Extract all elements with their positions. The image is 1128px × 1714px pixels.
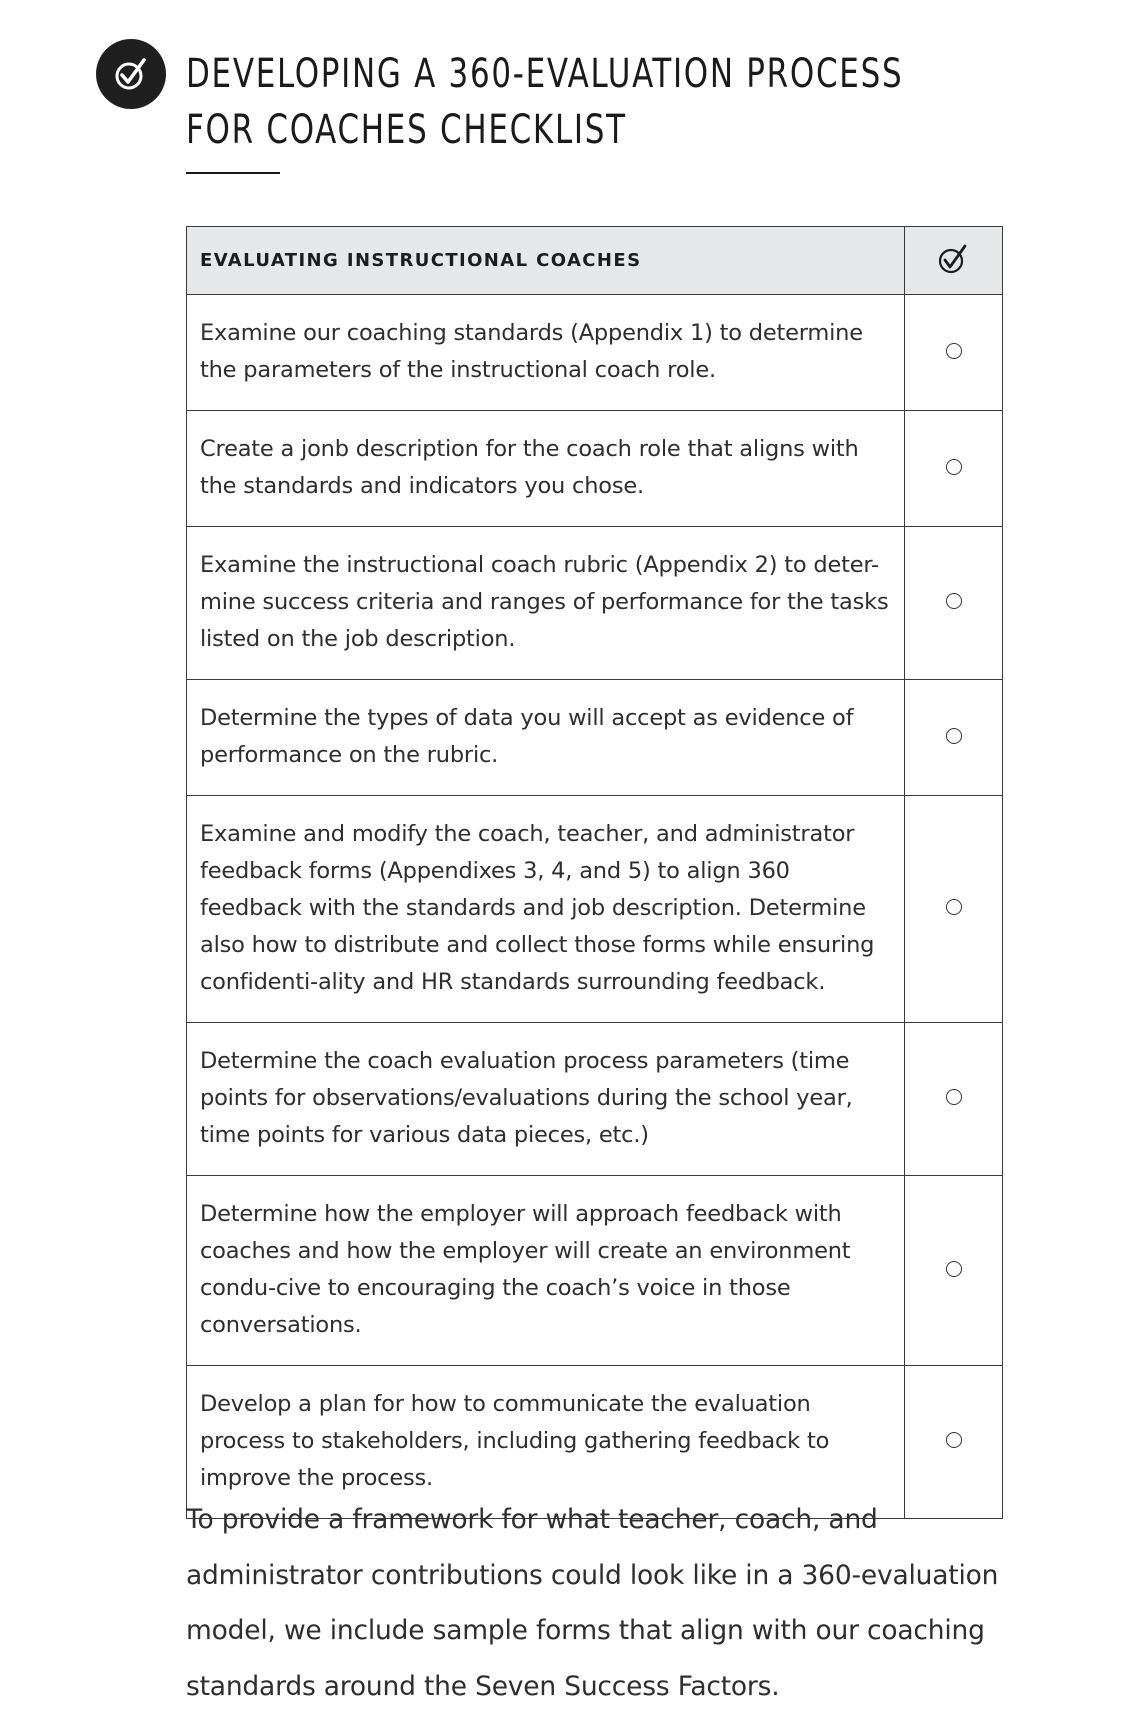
table-row bbox=[187, 411, 1003, 527]
table-row bbox=[187, 1176, 1003, 1366]
task-text: Determine the types of data you will accept as evidence of performance on the rubric. bbox=[187, 680, 905, 796]
table-row bbox=[187, 1023, 1003, 1176]
task-text: Determine how the employer will approach feedback with coaches and how the employer will create an environment condu-cive to encouraging the coach’s voice in those conversations. bbox=[187, 1176, 905, 1366]
header-check-column bbox=[905, 227, 1003, 295]
title-underline bbox=[186, 172, 280, 174]
page-title: DEVELOPING A 360-EVALUATION PROCESS FOR COACHES CHECKLIST bbox=[186, 51, 904, 153]
checklist-badge-icon bbox=[96, 39, 166, 109]
task-text: Examine and modify the coach, teacher, and administrator feedback forms (Appendixes 3, 4, and 5) to align 360 feedback with the standards and job description. Determine also how to distribute and collect those forms while ensuring confidenti-ality and HR standards surrounding feedback. bbox=[187, 796, 905, 1023]
checkbox-circle-icon[interactable] bbox=[946, 1261, 962, 1277]
checkbox-cell[interactable] bbox=[905, 680, 1003, 796]
checkbox-cell[interactable] bbox=[905, 411, 1003, 527]
checkbox-cell[interactable] bbox=[905, 796, 1003, 1023]
task-text: Develop a plan for how to communicate the evaluation process to stakeholders, including gathering feedback to improve the process. bbox=[187, 1366, 905, 1519]
checkbox-cell[interactable] bbox=[905, 527, 1003, 680]
checkbox-circle-icon[interactable] bbox=[946, 343, 962, 359]
task-text: Determine the coach evaluation process parameters (time points for observations/evaluations during the school year, time points for various data pieces, etc.) bbox=[187, 1023, 905, 1176]
table-row bbox=[187, 295, 1003, 411]
checkbox-circle-icon[interactable] bbox=[946, 593, 962, 609]
table-row bbox=[187, 680, 1003, 796]
checkbox-circle-icon[interactable] bbox=[946, 899, 962, 915]
checklist-table bbox=[186, 226, 1003, 1519]
body-paragraph: To provide a framework for what teacher, coach, and administrator contributions could look like in a 360-evaluation model, we include sample forms that align with our coaching standards around the Seven Success Factors. bbox=[186, 1504, 999, 1702]
table-row bbox=[187, 796, 1003, 1023]
checkbox-circle-icon[interactable] bbox=[946, 1089, 962, 1105]
check-circle-icon bbox=[111, 54, 151, 94]
check-circle-icon bbox=[937, 242, 971, 276]
checkbox-cell[interactable] bbox=[905, 1023, 1003, 1176]
checkbox-cell[interactable] bbox=[905, 1176, 1003, 1366]
task-text: Examine our coaching standards (Appendix 1) to determine the parameters of the instructional coach role. bbox=[187, 295, 905, 411]
checkbox-circle-icon[interactable] bbox=[946, 459, 962, 475]
table-header: EVALUATING INSTRUCTIONAL COACHES bbox=[187, 227, 905, 295]
table-row bbox=[187, 527, 1003, 680]
checkbox-circle-icon[interactable] bbox=[946, 728, 962, 744]
task-text: Examine the instructional coach rubric (Appendix 2) to deter-mine success criteria and ranges of performance for the tasks listed on the job description. bbox=[187, 527, 905, 680]
checkbox-circle-icon[interactable] bbox=[946, 1432, 962, 1448]
checkbox-cell[interactable] bbox=[905, 295, 1003, 411]
table-header-row bbox=[187, 227, 1003, 295]
task-text: Create a jonb description for the coach role that aligns with the standards and indicators you chose. bbox=[187, 411, 905, 527]
